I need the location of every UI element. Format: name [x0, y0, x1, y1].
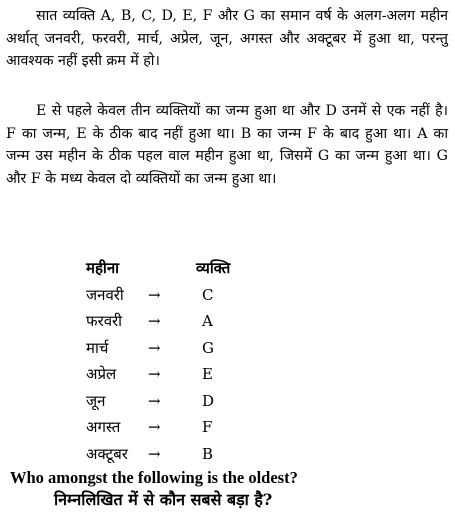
- header-month: महीना: [86, 259, 120, 278]
- table-row: [86, 441, 242, 468]
- puzzle-paragraph-2-text: E से पहले केवल तीन व्यक्तियों का जन्म हुआ था और D उनमें से एक नहीं है। F का जन्म, E के ठीक बाद नहीं हुआ था। B का जन्म F के बाद हुआ था। A का जन्म उस महीन के ठीक पहल वाल महीन हुआ था, जिसमें G का जन्म हुआ था। G और F के मध्य केवल दो व्यक्तियों का जन्म हुआ था।: [6, 103, 448, 187]
- person-cell: D: [202, 391, 215, 410]
- table-row: [86, 388, 242, 415]
- arrow-icon: →: [148, 444, 161, 463]
- person-cell: E: [202, 365, 213, 384]
- arrow-icon: →: [148, 312, 161, 331]
- puzzle-paragraph-1: [6, 5, 448, 73]
- table-row: [86, 361, 242, 388]
- month-cell: फरवरी: [86, 312, 123, 331]
- person-cell: A: [202, 312, 213, 331]
- person-cell: C: [202, 285, 214, 304]
- arrow-icon: →: [148, 338, 161, 357]
- arrow-icon: →: [148, 285, 161, 304]
- table-row: [86, 335, 242, 362]
- header-person: व्यक्ति: [196, 259, 231, 278]
- table-header-row: [86, 255, 242, 282]
- month-cell: अप्रेल: [86, 365, 117, 384]
- table-row: [86, 414, 242, 441]
- header-spacer: [148, 255, 196, 282]
- month-cell: अगस्त: [86, 418, 121, 437]
- table-row: [86, 308, 242, 335]
- arrow-icon: →: [148, 391, 161, 410]
- month-cell: जून: [86, 391, 106, 410]
- question-hindi: निम्नलिखित में से कौन सबसे बड़ा है?: [54, 490, 273, 509]
- solution-table: [86, 255, 242, 467]
- month-cell: जनवरी: [86, 285, 124, 304]
- person-cell: B: [202, 444, 214, 463]
- table-row: [86, 282, 242, 309]
- arrow-icon: →: [148, 365, 161, 384]
- puzzle-paragraph-1-text: सात व्यक्ति A, B, C, D, E, F और G का समान वर्ष के अलग-अलग महीन अर्थात् जनवरी, फरवरी, मार्च, अप्रेल, जून, अगस्त और अक्टूबर में हुआ था, परन्तु आवश्यक नहीं इसी क्रम में हो।: [6, 8, 448, 69]
- arrow-icon: →: [148, 418, 161, 437]
- month-cell: अक्टूबर: [86, 444, 128, 463]
- question-english: Who amongst the following is the oldest?: [10, 468, 298, 487]
- month-cell: मार्च: [86, 338, 109, 357]
- puzzle-paragraph-2: [6, 100, 448, 190]
- person-cell: F: [202, 418, 213, 437]
- person-cell: G: [202, 338, 214, 357]
